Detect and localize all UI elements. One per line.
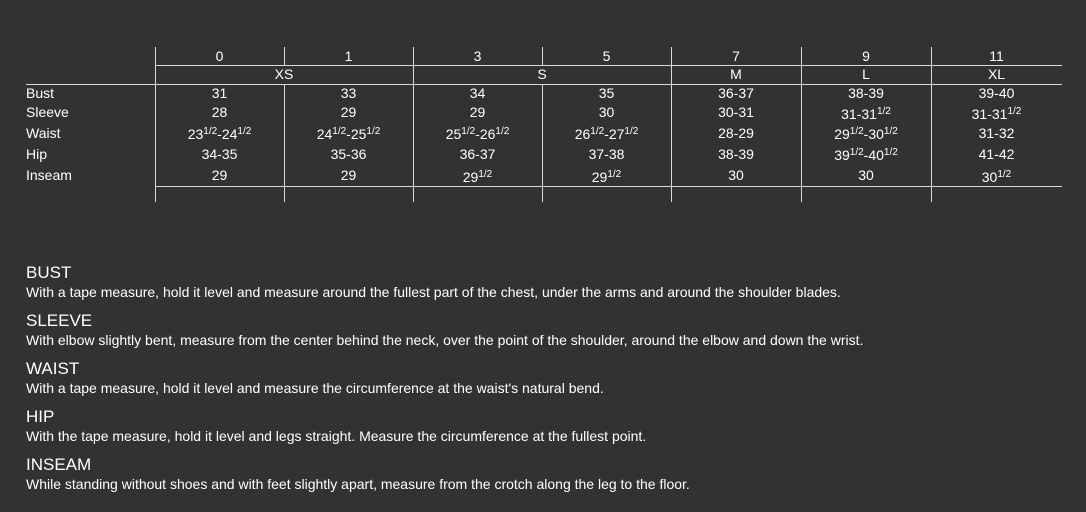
guide-heading: HIP (26, 407, 55, 426)
guide-hip (26, 407, 1066, 445)
size-number-header: 9 (862, 48, 870, 64)
measurement-cell: 28 (211, 104, 228, 120)
size-letter-header: XS (274, 66, 294, 82)
size-number-header: 3 (473, 48, 482, 64)
measurement-cell: 37-38 (588, 146, 625, 162)
table-bottom-rule (155, 186, 1062, 187)
measurement-cell: 38-39 (718, 146, 754, 162)
guide-text: With a tape measure, hold it level and measure the circumference at the waist's natural bend. (26, 380, 604, 396)
measurement-cell: 29 (340, 167, 357, 183)
fraction-superscript: 1/2 (607, 169, 622, 180)
measurement-cell: $23^{1/2}-24^{1/2}$ (187, 126, 252, 142)
measurement-cell: $31-31^{1/2}$ (841, 106, 891, 122)
fraction-superscript: 1/2 (883, 147, 898, 158)
measurement-cell: $31-31^{1/2}$ (971, 106, 1022, 122)
row-label-waist: Waist (26, 125, 61, 141)
guide-text: With a tape measure, hold it level and measure around the fullest part of the chest, under the arms and around the shoulder blades. (26, 284, 841, 300)
fraction-superscript: 1/2 (237, 126, 252, 137)
guide-heading: BUST (26, 263, 72, 282)
guide-heading: SLEEVE (26, 311, 93, 330)
size-letter-header: S (537, 66, 547, 82)
guide-heading: INSEAM (26, 455, 92, 474)
fraction-superscript: 1/2 (461, 126, 476, 137)
fraction-superscript: 1/2 (997, 169, 1012, 180)
fraction-superscript: 1/2 (876, 106, 891, 117)
measurement-cell: 28-29 (718, 125, 754, 141)
measurement-cell: 30 (598, 104, 615, 120)
guide-bust (26, 263, 1066, 301)
guide-text: With the tape measure, hold it level and legs straight. Measure the circumference at the fullest point. (26, 428, 647, 444)
fraction-superscript: 1/2 (495, 126, 510, 137)
measurement-cell: $30^{1/2}$ (981, 169, 1012, 185)
measurement-cell: 29 (211, 167, 228, 183)
measurement-cell: 29 (340, 104, 357, 120)
guide-text: With elbow slightly bent, measure from the center behind the neck, over the point of the shoulder, around the elbow and down the wrist. (26, 332, 864, 348)
fraction-superscript: 1/2 (590, 126, 605, 137)
measurement-cell: 36-37 (459, 146, 496, 162)
measurement-cell: 39-40 (978, 85, 1015, 101)
measurement-cell: $26^{1/2}-27^{1/2}$ (574, 126, 639, 142)
size-number-header: 0 (215, 48, 224, 64)
measurement-cell: 29 (469, 104, 486, 120)
fraction-superscript: 1/2 (849, 126, 864, 137)
guide-sleeve (26, 311, 1066, 349)
guide-heading: WAIST (26, 359, 80, 378)
size-letter-header: L (862, 66, 870, 82)
guide-waist (26, 359, 1066, 397)
measurement-cell: $24^{1/2}-25^{1/2}$ (316, 126, 381, 142)
measurement-cell: $25^{1/2}-26^{1/2}$ (445, 126, 510, 142)
row-label-hip: Hip (26, 146, 48, 162)
row-label-sleeve: Sleeve (26, 104, 69, 120)
guide-inseam (26, 455, 1066, 493)
measurement-cell: 38-39 (848, 85, 884, 101)
measurement-cell: 30-31 (718, 104, 754, 120)
size-letter-header: XL (987, 66, 1006, 82)
measurement-cell: 33 (340, 85, 357, 101)
measurement-cell: $39^{1/2}-40^{1/2}$ (834, 147, 898, 163)
measurement-cell: $29^{1/2}$ (462, 169, 493, 185)
measurement-cell: 30 (728, 167, 744, 183)
measurement-cell: 36-37 (718, 85, 754, 101)
guide-text: While standing without shoes and with feet slightly apart, measure from the crotch along the leg to the floor. (26, 476, 690, 492)
size-chart-table (0, 0, 1086, 210)
fraction-superscript: 1/2 (366, 126, 381, 137)
row-label-bust: Bust (26, 85, 55, 101)
size-letter-header: M (730, 66, 742, 82)
fraction-superscript: 1/2 (203, 126, 218, 137)
fraction-superscript: 1/2 (478, 169, 493, 180)
size-number-header: 5 (602, 48, 611, 64)
measurement-cell: 34 (469, 85, 486, 101)
measurement-cell: 31 (211, 85, 228, 101)
fraction-superscript: 1/2 (1007, 106, 1022, 117)
size-number-header: 7 (732, 48, 740, 64)
measurement-cell: $29^{1/2}$ (591, 169, 622, 185)
size-number-header: 1 (344, 48, 353, 64)
measurement-cell: 34-35 (201, 146, 238, 162)
size-number-header: 11 (989, 48, 1004, 64)
measurement-cell: 30 (858, 167, 874, 183)
measurement-cell: 41-42 (978, 146, 1015, 162)
fraction-superscript: 1/2 (624, 126, 639, 137)
measurement-cell: 31-32 (978, 125, 1015, 141)
measurement-cell: $29^{1/2}-30^{1/2}$ (834, 126, 898, 142)
fraction-superscript: 1/2 (332, 126, 347, 137)
row-label-inseam: Inseam (26, 167, 72, 183)
fraction-superscript: 1/2 (849, 147, 864, 158)
fraction-superscript: 1/2 (883, 126, 898, 137)
measurement-cell: 35-36 (330, 146, 367, 162)
measurement-cell: 35 (598, 85, 615, 101)
